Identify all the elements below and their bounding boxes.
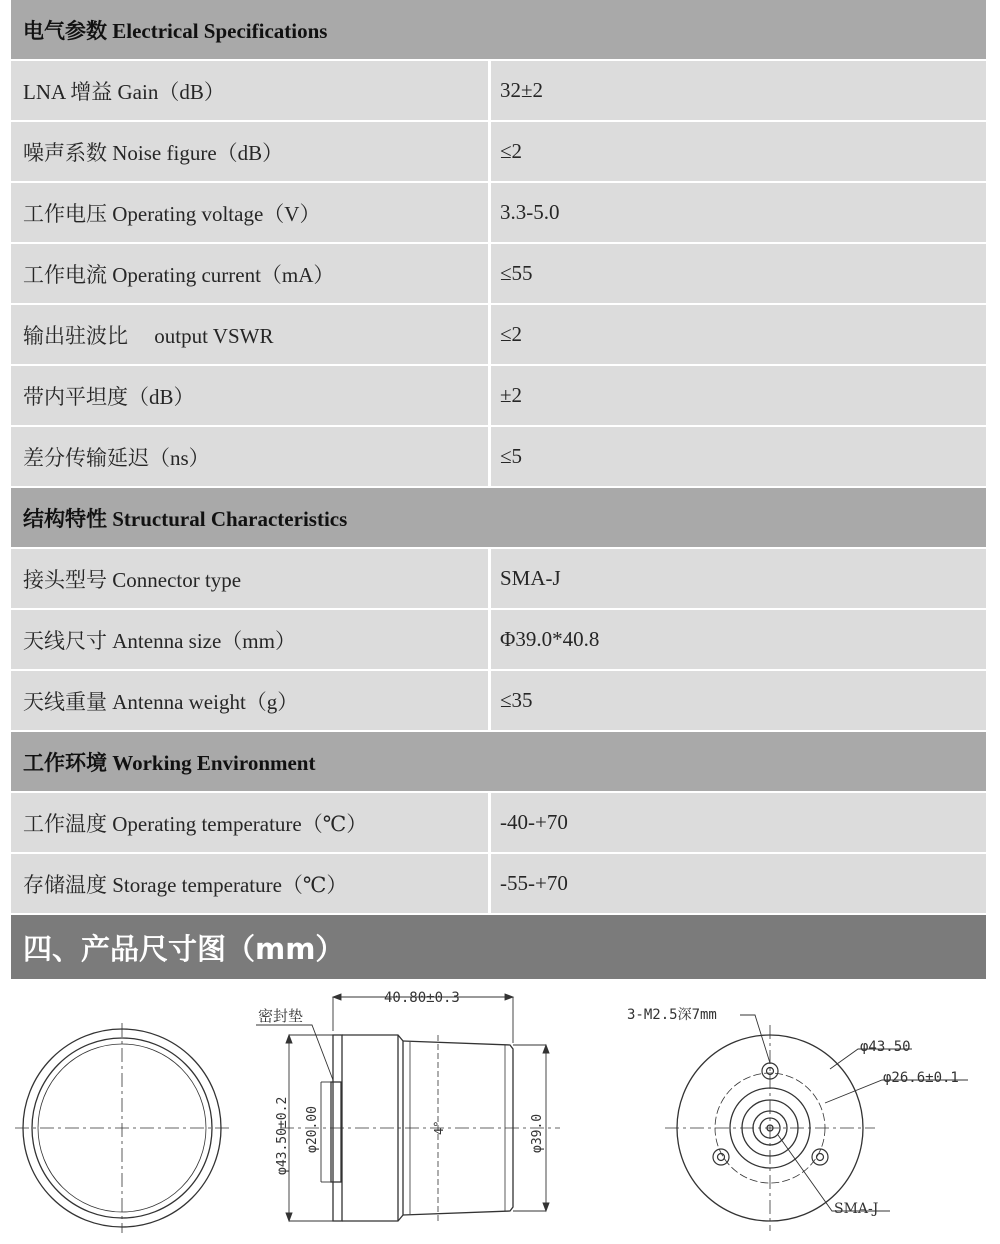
section-title: 结构特性 Structural Characteristics	[23, 506, 348, 531]
length-label: 40.80±0.3	[384, 990, 460, 1006]
spec-value: SMA-J	[491, 549, 986, 608]
mount-holes	[713, 1063, 828, 1165]
section-header-environment	[11, 732, 986, 791]
table-row	[11, 61, 986, 120]
spec-value: 32±2	[491, 61, 986, 120]
table-row	[11, 366, 986, 425]
outer-diameter-label: φ43.50±0.2	[275, 1096, 290, 1175]
spec-value: ±2	[491, 366, 986, 425]
spec-label: 噪声系数 Noise figure（dB）	[11, 122, 488, 181]
flange-diameter-label: φ43.50	[860, 1039, 911, 1055]
spec-label: 工作温度 Operating temperature（℃）	[11, 793, 488, 852]
body-diameter-label: φ39.0	[530, 1113, 545, 1153]
spec-value: ≤35	[491, 671, 986, 730]
section-title: 工作环境 Working Environment	[23, 750, 316, 775]
table-row	[11, 549, 986, 608]
spec-value: ≤5	[491, 427, 986, 486]
spec-label: 带内平坦度（dB）	[11, 366, 488, 425]
section-title: 电气参数 Electrical Specifications	[23, 18, 328, 43]
side-view	[280, 1035, 560, 1221]
spec-label: 接头型号 Connector type	[11, 549, 488, 608]
angle-label: 4°	[432, 1120, 446, 1135]
pcd-label: φ26.6±0.1	[883, 1070, 959, 1086]
spec-table	[11, 0, 986, 915]
table-row	[11, 854, 986, 913]
table-row	[11, 183, 986, 242]
table-row	[11, 244, 986, 303]
spec-label: 输出驻波比 output VSWR	[11, 305, 488, 364]
spec-value: -55-+70	[491, 854, 986, 913]
spec-value: ≤2	[491, 305, 986, 364]
spec-value: Φ39.0*40.8	[491, 610, 986, 669]
spec-value: 3.3-5.0	[491, 183, 986, 242]
spec-label: 工作电流 Operating current（mA）	[11, 244, 488, 303]
table-row	[11, 793, 986, 852]
spec-label: 天线尺寸 Antenna size（mm）	[11, 610, 488, 669]
spec-label: 工作电压 Operating voltage（V）	[11, 183, 488, 242]
hole-label: 3-M2.5深7mm	[627, 1007, 717, 1023]
connector-label: SMA-J	[834, 1201, 879, 1217]
spec-value: ≤55	[491, 244, 986, 303]
front-view	[15, 1023, 230, 1233]
section-header-structural	[11, 488, 986, 547]
spec-label: 存储温度 Storage temperature（℃）	[11, 854, 488, 913]
table-row	[11, 427, 986, 486]
spec-label: LNA 增益 Gain（dB）	[11, 61, 488, 120]
table-row	[11, 122, 986, 181]
table-row	[11, 610, 986, 669]
spec-label: 差分传输延迟（ns）	[11, 427, 488, 486]
spec-label: 天线重量 Antenna weight（g）	[11, 671, 488, 730]
dimensions-header	[11, 915, 986, 979]
section-header-electrical	[11, 0, 986, 59]
dimension-drawing	[0, 985, 1000, 1244]
rear-view-leaders	[740, 1015, 968, 1211]
spec-value: ≤2	[491, 122, 986, 181]
table-row	[11, 671, 986, 730]
dimensions-title: 四、产品尺寸图（mm）	[23, 931, 345, 966]
spec-value: -40-+70	[491, 793, 986, 852]
gasket-label: 密封垫	[258, 1007, 304, 1025]
table-row	[11, 305, 986, 364]
gasket-diameter-label: φ20.00	[305, 1106, 320, 1153]
